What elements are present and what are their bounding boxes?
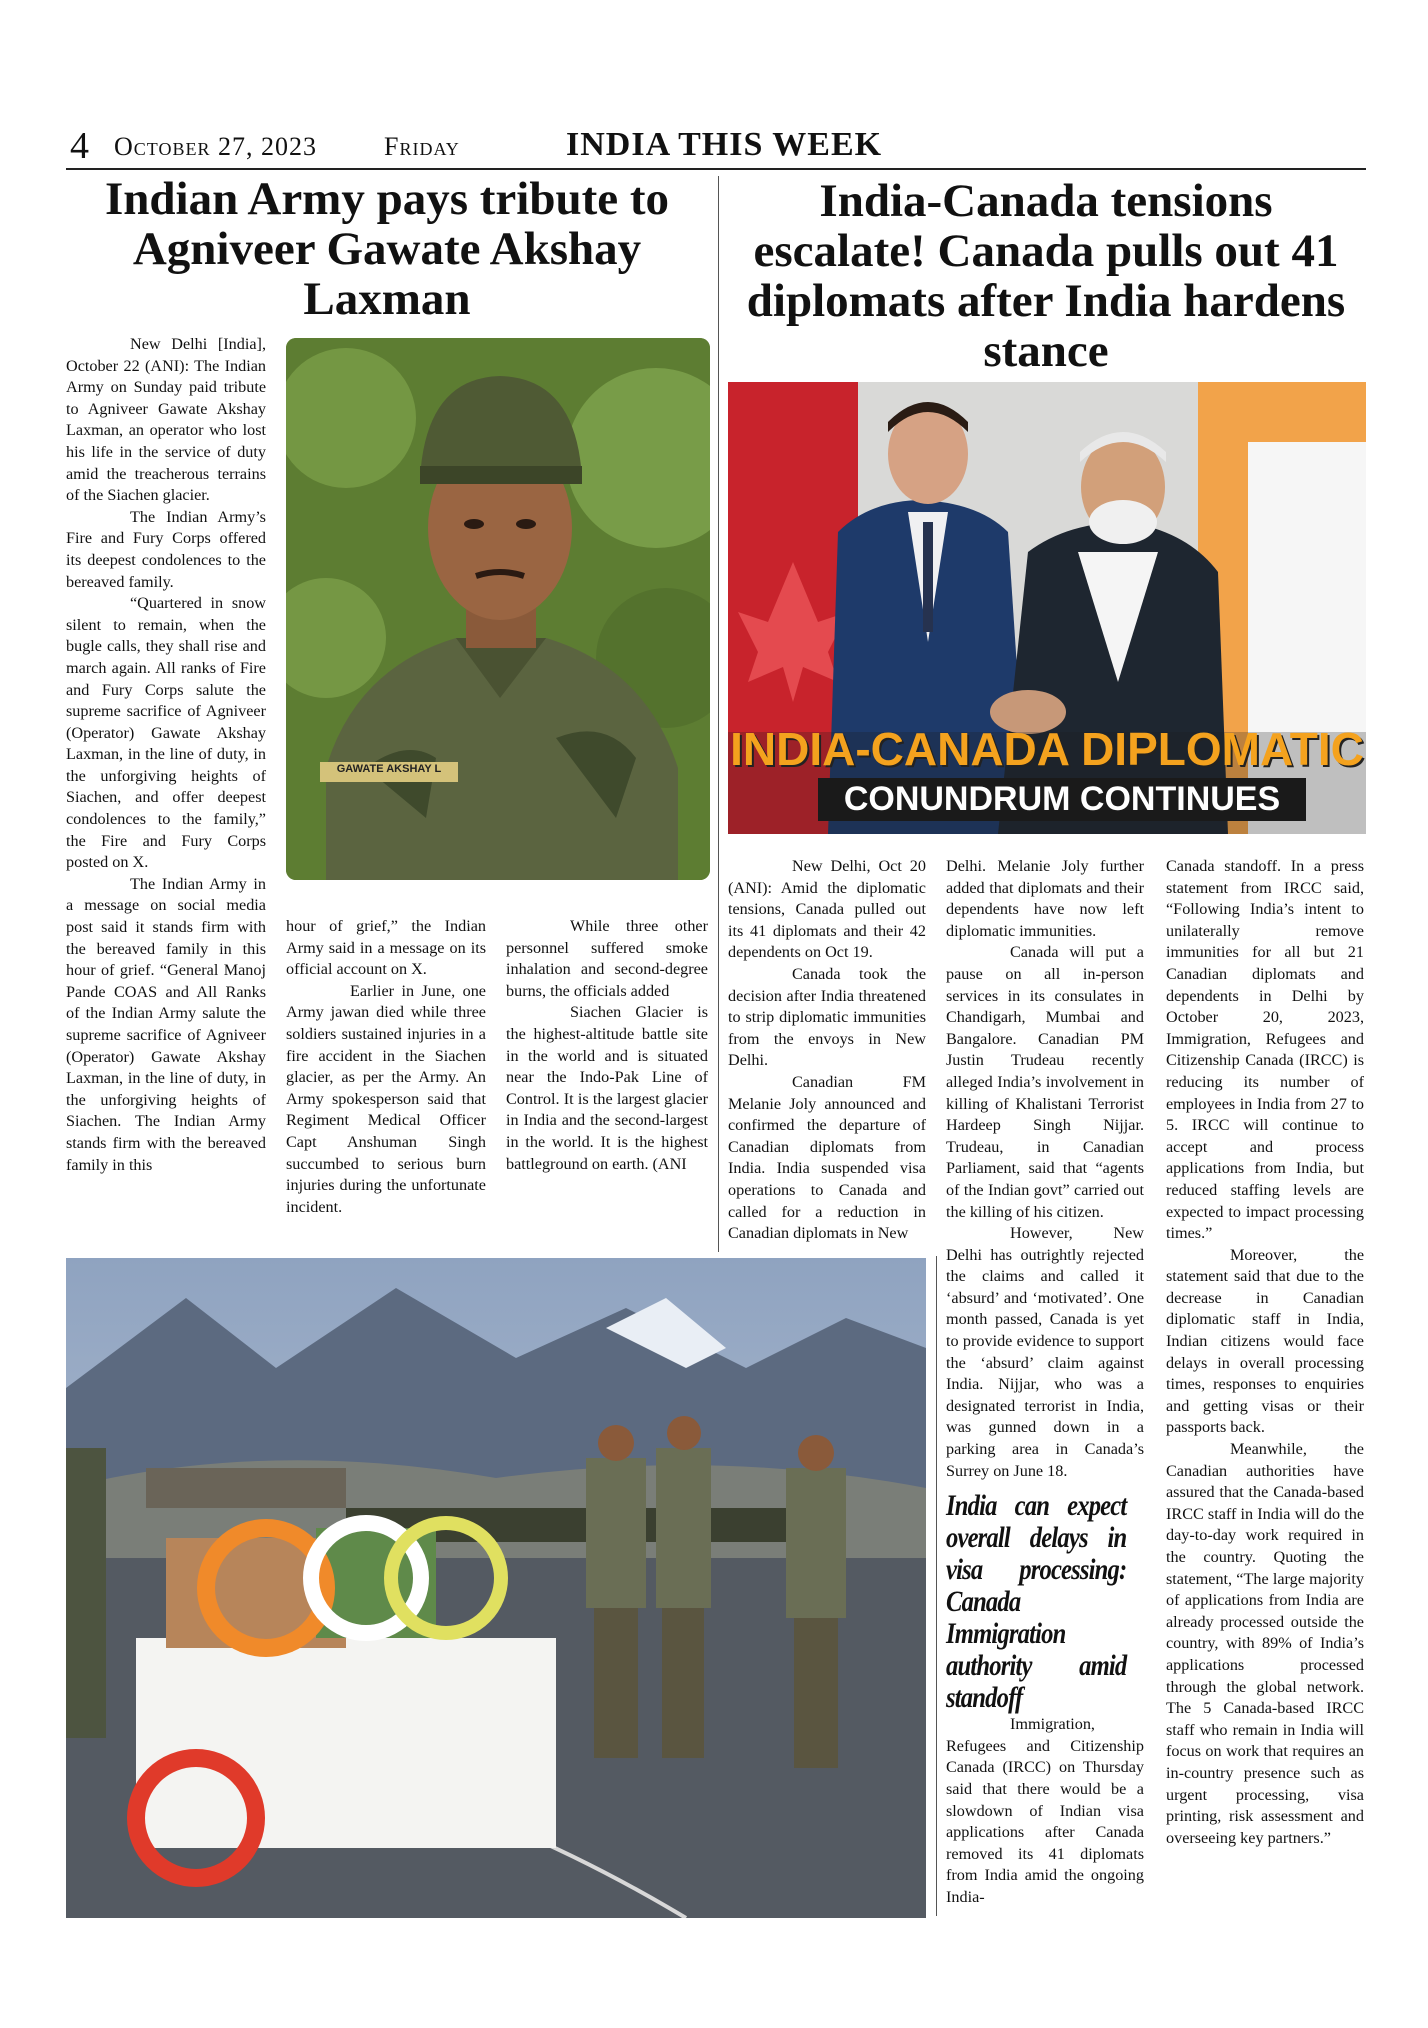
army-paragraph: Earlier in June, one Army jawan died while three soldiers sustained injuries in a fire accident in the Siachen glacier, as per the Army. An Army spokesperson said that Regiment Medical Officer Capt Anshuman Singh succumbed to serious burn injuries during the unfortunate incident. [286, 981, 486, 1216]
page-number: 4 [70, 125, 89, 167]
column-divider [936, 1256, 937, 1916]
army-paragraph: While three other personnel suffered smoke inhalation and second-degree burns, the officials added [506, 917, 708, 1000]
canada-paragraph: Canada took the decision after India threatened to strip diplomatic immunities from the envoys in New Delhi. [728, 964, 926, 1070]
wreath-ceremony-photo [66, 1258, 926, 1918]
canada-paragraph: Delhi. Melanie Joly further added that diplomats and their dependents have now left diplomatic immunities. [946, 857, 1144, 940]
army-paragraph: The Indian Army’s Fire and Fury Corps offered its deepest condolences to the bereaved family. [66, 507, 266, 591]
army-paragraph: hour of grief,” the Indian Army said in a message on its official account on X. [286, 917, 486, 979]
canada-paragraph: Canadian FM Melanie Joly announced and confirmed the departure of Canadian diplomats from India. India suspended visa operations to Canada and called for a reduction in Canadian diplomats in New [728, 1072, 926, 1243]
canada-column-2 [946, 856, 1144, 1909]
army-headline: Indian Army pays tribute to Agniveer Gawate Akshay Laxman [104, 173, 670, 325]
army-paragraph: Siachen Glacier is the highest-altitude battle site in the world and is situated near the Indo-Pak Line of Control. It is the largest glacier in India and the second-largest in the world. It is the highest battleground on earth. (ANI [506, 1003, 708, 1173]
canada-subhead: India can expect overall delays in visa processing: Canada Immigration authority amid standoff [946, 1489, 1127, 1715]
publication-title: INDIA THIS WEEK [566, 126, 883, 163]
column-divider [718, 176, 719, 1252]
canada-paragraph: Immigration, Refugees and Citizenship Canada (IRCC) on Thursday said that there would be a slowdown of Indian visa applications after Canada removed its 41 diplomats from India amid the ongoing India- [946, 1715, 1144, 1906]
masthead-rule [66, 168, 1366, 170]
soldier-portrait-photo [286, 338, 710, 880]
army-column-1 [66, 334, 266, 1176]
canada-column-1 [728, 856, 926, 1245]
canada-paragraph: Meanwhile, the Canadian authorities have assured that the Canada-based IRCC staff in India will do the day-to-day work required in the country. Quoting the statement, “The large majority of applications from India are already processed outside the country, with 89% of India’s applications processed through the global network. The 5 Canada-based IRCC staff who remain in India will focus on work that requires an in-country presence such as urgent processing, visa printing, risk assessment and overseeing key partners.” [1166, 1440, 1364, 1847]
canada-paragraph: Canada will put a pause on all in-person services in its consulates in Chandigarh, Mumbai and Bangalore. Canadian PM Justin Trudeau recently alleged India’s involvement in killing of Khalistani Terrorist Hardeep Singh Nijjar. Trudeau, in Canadian Parliament, said that “agents of the Indian govt” carried out the killing of his citizen. [946, 943, 1144, 1221]
canada-headline: India-Canada tensions escalate! Canada pulls out 41 diplomats after India hardens stance [746, 175, 1346, 377]
trudeau-modi-handshake-photo [728, 382, 1366, 834]
canada-paragraph: Canada standoff. In a press statement from IRCC said, “Following India’s intent to unilaterally remove immunities for all but 21 Canadian diplomats and dependents in Delhi by October 20, 2023, Immigration, Refugees and Citizenship Canada (IRCC) is reducing its number of employees in India from 27 to 5. IRCC will continue to accept and process applications from India, but reduced staffing levels are expected to impact processing times.” [1166, 857, 1364, 1243]
canada-paragraph: However, New Delhi has outrightly rejected the claims and called it ‘absurd’ and ‘motivated’. One month passed, Canada is yet to provide evidence to support the ‘absurd’ claim against India. Nijjar, who was a designated terrorist in India, was gunned down in a parking area in Canada’s Surrey on June 18. [946, 1224, 1144, 1480]
canada-paragraph: Moreover, the statement said that due to the decrease in Canadian diplomatic staff in India, Indian citizens would face delays in overall processing times, responses to enquiries and getting visas or their passports back. [1166, 1245, 1364, 1437]
canada-paragraph: New Delhi, Oct 20 (ANI): Amid the diplomatic tensions, Canada pulled out its 41 diplomats and their 42 dependents on Oct 19. [728, 857, 926, 962]
army-paragraph: New Delhi [India], October 22 (ANI): The Indian Army on Sunday paid tribute to Agniveer Gawate Akshay Laxman, an operator who lost his life in the service of duty amid the treacherous terrains of the Siachen glacier. [66, 335, 266, 505]
issue-day: Friday [384, 132, 460, 161]
army-column-2 [286, 916, 486, 1218]
photo-banner-line-2: CONUNDRUM CONTINUES [818, 778, 1306, 821]
army-column-3 [506, 916, 708, 1175]
army-paragraph: “Quartered in snow silent to remain, when the bugle calls, they shall rise and march again. All ranks of Fire and Fury Corps salute the supreme sacrifice of Agniveer (Operator) Gawate Akshay Laxman, in the line of duty, in the unforgiving heights of Siachen, and offer deepest condolences to the family,” the Fire and Fury Corps posted on X. [66, 594, 266, 872]
name-tag-text: GAWATE AKSHAY L [336, 763, 442, 775]
army-paragraph: The Indian Army in a message on social media post said it stands firm with the bereaved family in this hour of grief. “General Manoj Pande COAS and All Ranks of the Indian Army salute the supreme sacrifice of Agniveer (Operator) Gawate Akshay Laxman, in the line of duty, in the unforgiving heights of Siachen. The Indian Army stands firm with the bereaved family in this [66, 874, 266, 1174]
canada-column-3 [1166, 856, 1364, 1849]
issue-date: October 27, 2023 [114, 132, 317, 161]
photo-banner-line-1: INDIA-CANADA DIPLOMATIC [730, 723, 1364, 775]
